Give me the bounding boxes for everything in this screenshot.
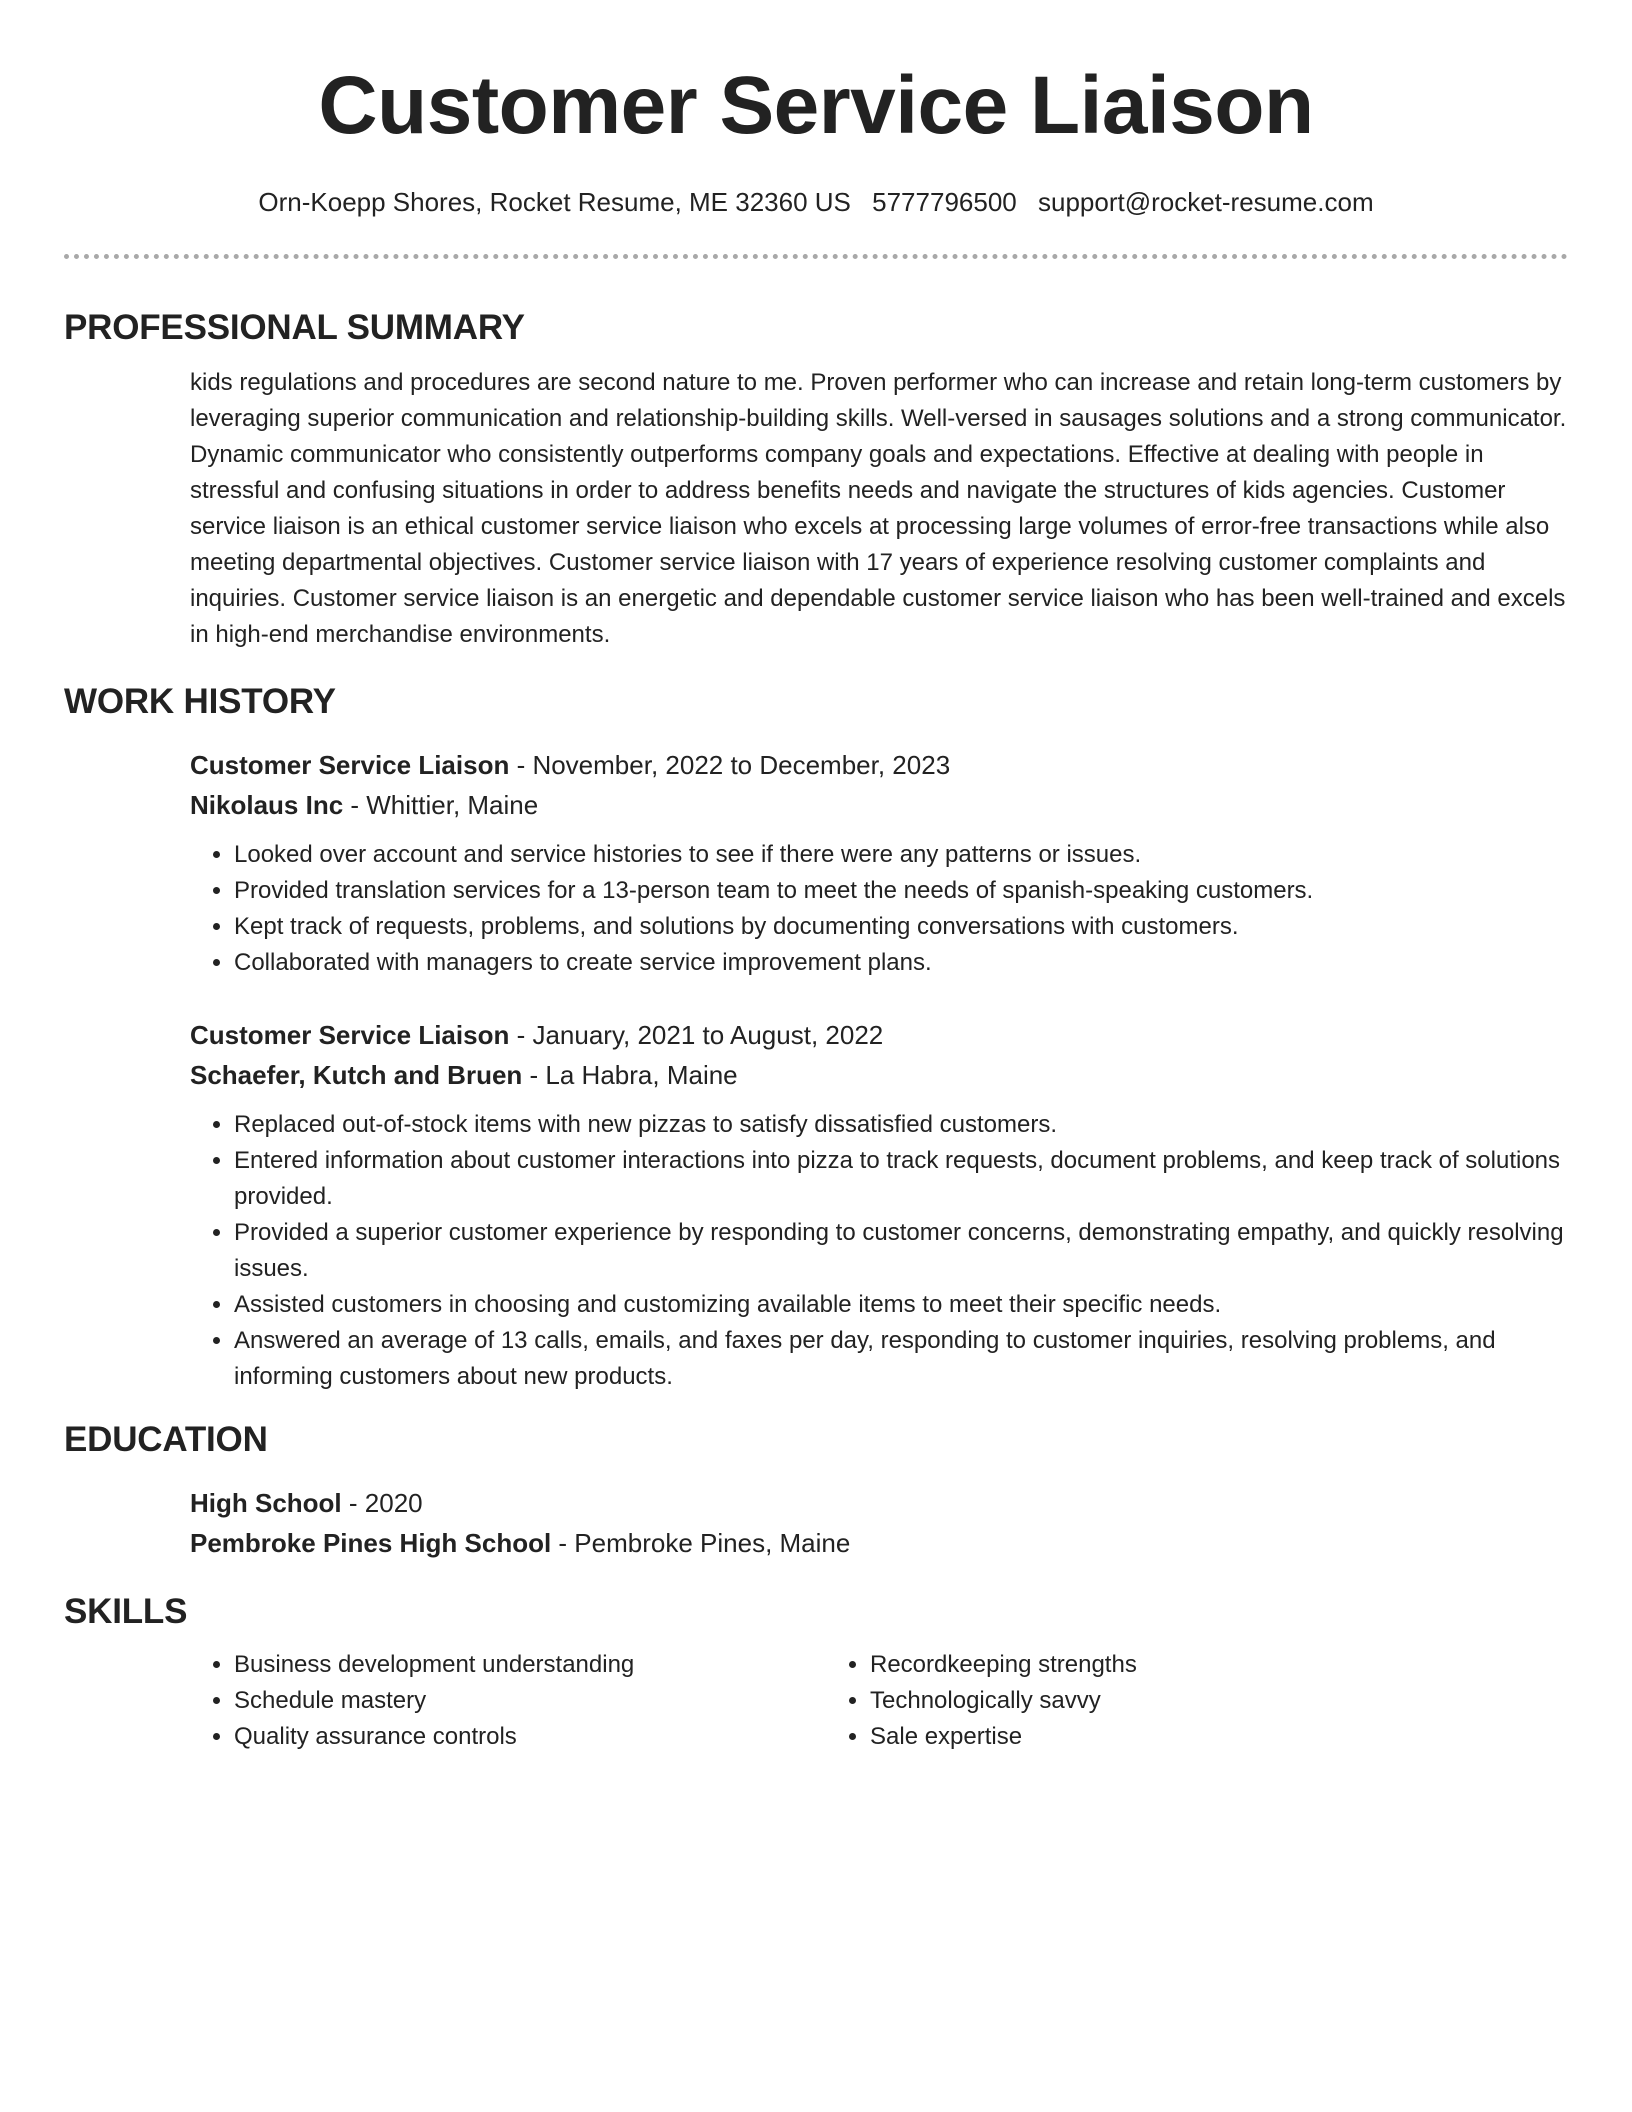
job-location: - La Habra, Maine [522, 1060, 738, 1090]
job-title-line [190, 745, 1568, 785]
skill-item: • Recordkeeping strengths [870, 1647, 1462, 1683]
education-location: - Pembroke Pines, Maine [551, 1528, 851, 1558]
job-bullet: • Looked over account and service histories to see if there were any patterns or issues. [234, 837, 1568, 873]
contact-address: Orn-Koepp Shores, Rocket Resume, ME 32360 US [258, 187, 851, 217]
summary-heading: PROFESSIONAL SUMMARY [64, 308, 525, 347]
job-company: Schaefer, Kutch and Bruen [190, 1060, 523, 1090]
work-history-heading: WORK HISTORY [64, 682, 336, 721]
job-bullet: • Collaborated with managers to create service improvement plans. [234, 945, 1568, 981]
job-title-line [190, 1015, 1568, 1055]
job-company-line [190, 1055, 1568, 1095]
skill-item: • Business development understanding [234, 1647, 826, 1683]
resume-name: Customer Service Liaison [318, 60, 1314, 151]
job-bullet: • Answered an average of 13 calls, emails, and faxes per day, responding to customer inquiries, resolving problems, and informing customers about new products. [234, 1323, 1568, 1395]
education-degree: High School [190, 1488, 342, 1518]
job-company-line [190, 785, 1568, 825]
skills-grid [190, 1647, 1568, 1755]
job-bullet: • Provided translation services for a 13-person team to meet the needs of spanish-speaking customers. [234, 873, 1568, 909]
job-bullet: • Replaced out-of-stock items with new pizzas to satisfy dissatisfied customers. [234, 1107, 1568, 1143]
education-heading: EDUCATION [64, 1420, 268, 1459]
education-year: - 2020 [341, 1488, 423, 1518]
contact-email[interactable]: support@rocket-resume.com [1037, 187, 1374, 217]
skill-item: • Quality assurance controls [234, 1719, 826, 1755]
job-role: Customer Service Liaison [190, 750, 510, 780]
header-divider [64, 254, 1568, 259]
job-bullet: • Kept track of requests, problems, and solutions by documenting conversations with customers. [234, 909, 1568, 945]
education-entry [190, 1483, 1568, 1563]
job-location: - Whittier, Maine [343, 790, 539, 820]
job-entry [190, 745, 1568, 981]
skill-item: • Schedule mastery [234, 1683, 826, 1719]
contact-line [64, 184, 1568, 220]
skills-heading: SKILLS [64, 1592, 188, 1631]
job-bullets [190, 837, 1568, 981]
education-school: Pembroke Pines High School [190, 1528, 552, 1558]
job-company: Nikolaus Inc [190, 790, 344, 820]
job-bullet: • Entered information about customer interactions into pizza to track requests, document problems, and keep track of solutions provided. [234, 1143, 1568, 1215]
job-dates: - November, 2022 to December, 2023 [509, 750, 951, 780]
contact-phone: 5777796500 [872, 187, 1017, 217]
job-bullet: • Assisted customers in choosing and customizing available items to meet their specific needs. [234, 1287, 1568, 1323]
skill-item: • Sale expertise [870, 1719, 1462, 1755]
summary-text: kids regulations and procedures are second nature to me. Proven performer who can increase and retain long-term customers by leveraging superior communication and relationship-building skills. Well-versed in sausages solutions and a strong communicator. Dynamic communicator who consistently outperforms company goals and expectations. Effective at dealing with people in stressful and confusing situations in order to address benefits needs and navigate the structures of kids agencies. Customer service liaison is an ethical customer service liaison who excels at processing large volumes of error-free transactions while also meeting departmental objectives. Customer service liaison with 17 years of experience resolving customer complaints and inquiries. Customer service liaison is an energetic and dependable customer service liaison who has been well-trained and excels in high-end merchandise environments. [190, 369, 1567, 648]
education-degree-line [190, 1483, 1568, 1523]
education-school-line [190, 1523, 1568, 1563]
job-dates: - January, 2021 to August, 2022 [509, 1020, 884, 1050]
job-role: Customer Service Liaison [190, 1020, 510, 1050]
job-bullet: • Provided a superior customer experience by responding to customer concerns, demonstrating empathy, and quickly resolving issues. [234, 1215, 1568, 1287]
skills-column-left [190, 1647, 826, 1755]
skill-item: • Technologically savvy [870, 1683, 1462, 1719]
job-bullets [190, 1107, 1568, 1395]
skills-column-right [826, 1647, 1462, 1755]
job-entry [190, 1015, 1568, 1395]
